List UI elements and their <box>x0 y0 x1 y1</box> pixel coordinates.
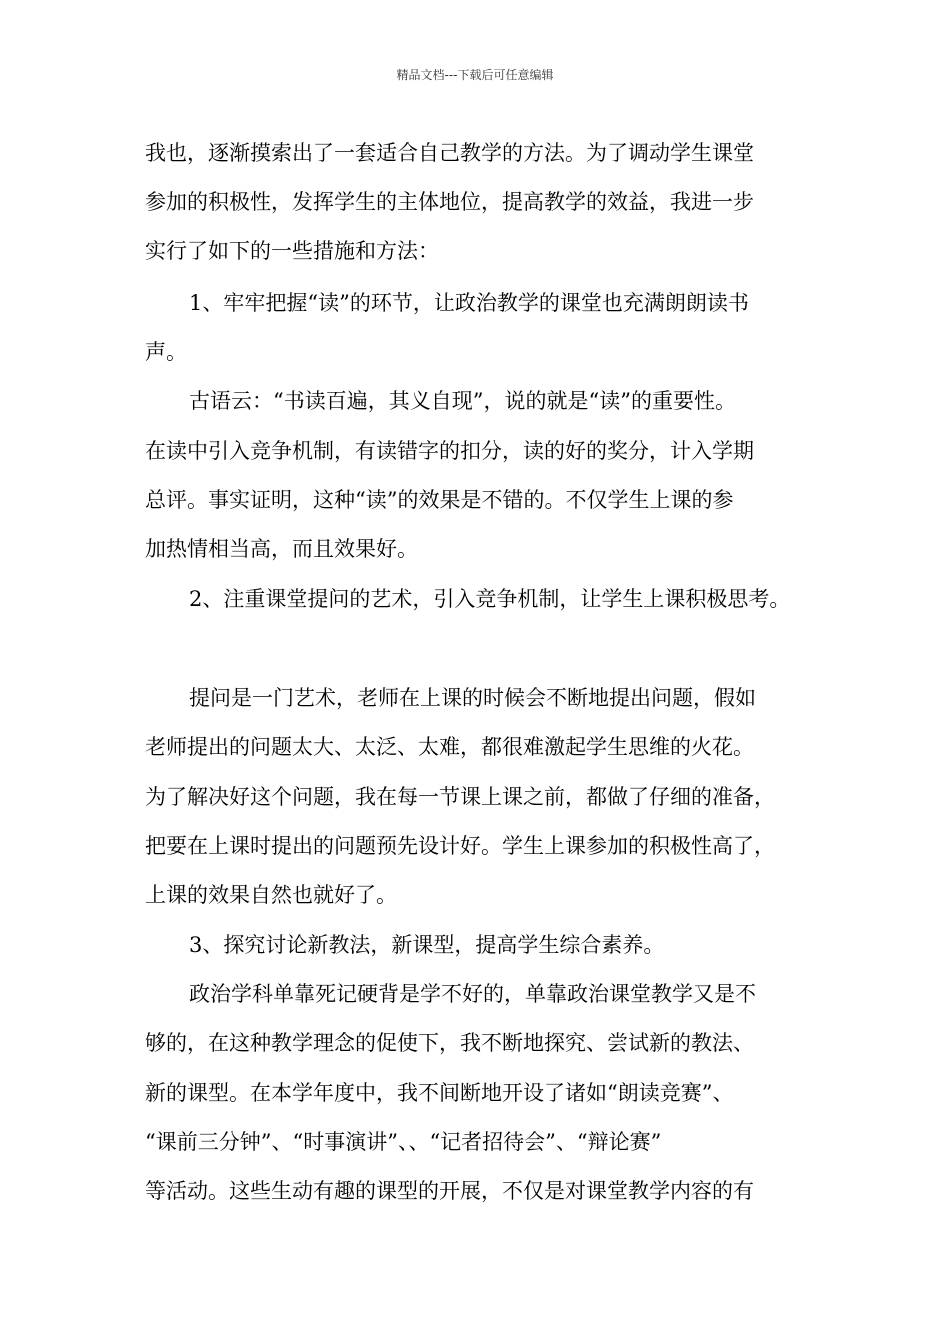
paragraph-first-line: 古语云：“书读百遍，其义自现”，说的就是“读”的重要性。 <box>189 389 736 413</box>
body-line: 参加的积极性，发挥学生的主体地位，提高教学的效益，我进一步 <box>145 190 754 214</box>
paragraph-first-line: 提问是一门艺术，老师在上课的时候会不断地提出问题，假如 <box>189 686 756 710</box>
body-line: 等活动。这些生动有趣的课型的开展，不仅是对课堂教学内容的有 <box>145 1179 754 1203</box>
body-line: 加热情相当高，而且效果好。 <box>145 537 418 561</box>
body-line: 声。 <box>145 340 187 364</box>
body-line: 新的课型。在本学年度中，我不间断地开设了诸如“朗读竞赛”、 <box>145 1081 734 1105</box>
page-header: 精品文档---下载后可任意编辑 <box>396 68 554 82</box>
body-line: 够的，在这种教学理念的促使下，我不断地探究、尝试新的教法、 <box>145 1031 754 1055</box>
body-line: 为了解决好这个问题，我在每一节课上课之前，都做了仔细的准备， <box>145 785 775 809</box>
body-line: 我也，逐渐摸索出了一套适合自己教学的方法。为了调动学生课堂 <box>145 141 754 165</box>
body-line: 总评。事实证明，这种“读”的效果是不错的。不仅学生上课的参 <box>145 488 734 512</box>
body-line: “课前三分钟”、“时事演讲”、、“记者招待会”、“辩论赛” <box>145 1130 662 1154</box>
list-item-heading: 1、牢牢把握“读”的环节，让政治教学的课堂也充满朗朗读书 <box>189 291 749 315</box>
paragraph-first-line: 政治学科单靠死记硬背是学不好的，单靠政治课堂教学又是不 <box>189 982 756 1006</box>
list-item-heading: 2、注重课堂提问的艺术，引入竞争机制，让学生上课积极思考。 <box>189 587 791 611</box>
body-line: 上课的效果自然也就好了。 <box>145 883 397 907</box>
body-line: 在读中引入竞争机制，有读错字的扣分，读的好的奖分，计入学期 <box>145 439 754 463</box>
list-item-heading: 3、探究讨论新教法，新课型，提高学生综合素养。 <box>189 933 665 957</box>
body-line: 实行了如下的一些措施和方法： <box>145 239 439 263</box>
body-line: 老师提出的问题太大、太泛、太难，都很难激起学生思维的火花。 <box>145 735 754 759</box>
body-line: 把要在上课时提出的问题预先设计好。学生上课参加的积极性高了， <box>145 834 775 858</box>
